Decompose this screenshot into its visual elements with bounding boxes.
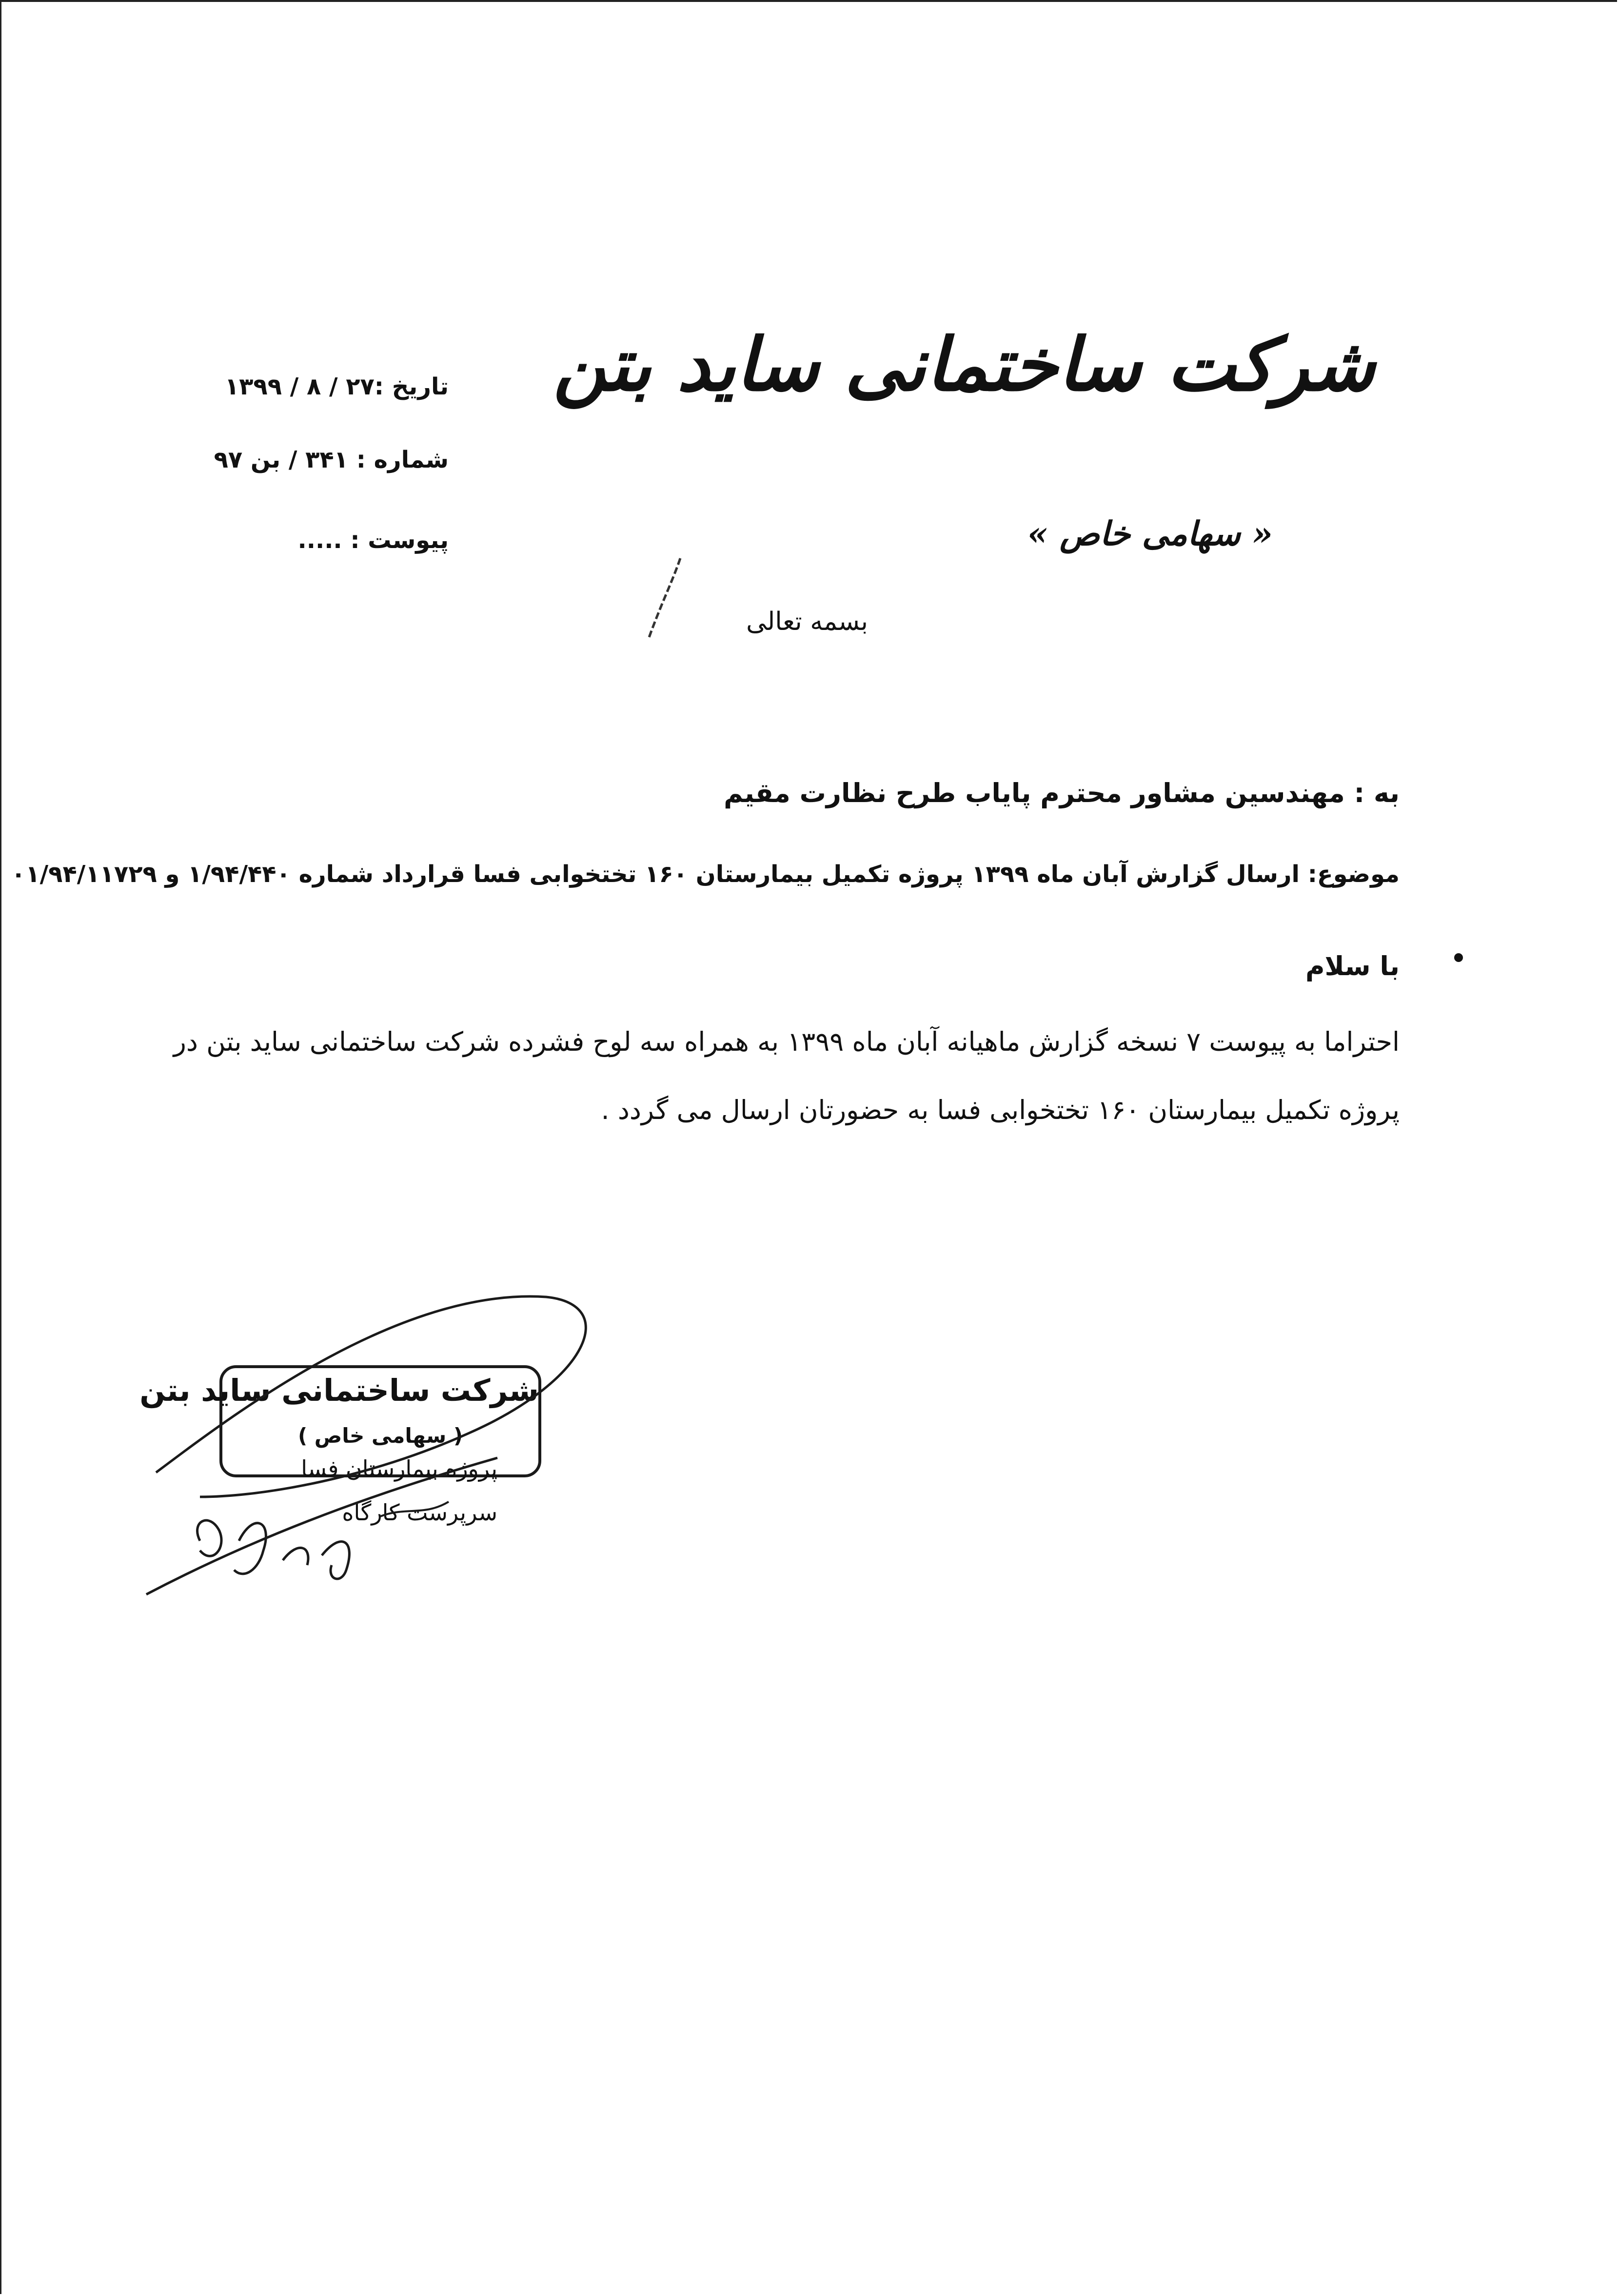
stamp-role-line: سرپرست کارگاه [342,1499,497,1526]
stamp-title: شرکت ساختمانی ساید بتن [139,1373,539,1408]
body-text-line-1: احتراما به پیوست ۷ نسخه گزارش ماهیانه آبان ماه ۱۳۹۹ به همراه سه لوح فشرده شرکت ساختمانی ساید بتن در [173,1026,1400,1057]
subject-line: موضوع: ارسال گزارش آبان ماه ۱۳۹۹ پروژه تکمیل بیمارستان ۱۶۰ تختخوابی فسا قرارداد شماره ۱/۹۴/۴۴۰ و ۰۱/۹۴/۱۱۷۲۹ [11,861,1400,888]
stamp-project-line: پروژه بیمارستان فسا [301,1455,497,1482]
handwritten-signature [127,1268,614,1619]
bullet-mark [1454,953,1463,962]
recipient-line: به : مهندسین مشاور محترم پایاب طرح نظارت مقیم [724,778,1400,808]
company-name-letterhead: شرکت ساختمانی ساید بتن [553,322,1375,408]
letter-attachment: پیوست : ..... [297,527,449,554]
invocation: بسمه تعالی [746,607,868,636]
body-text-line-2: پروژه تکمیل بیمارستان ۱۶۰ تختخوابی فسا به حضورتان ارسال می گردد . [601,1095,1400,1125]
pen-mark [634,556,692,644]
greeting: با سلام [1305,951,1400,981]
stamp-subtitle: ( سهامی خاص ) [297,1424,463,1448]
letter-number: شماره : ۳۴۱ / بن ۹۷ [214,446,449,473]
company-type-letterhead: « سهامی خاص » [1027,514,1273,553]
letter-date: تاریخ :۲۷ / ۸ / ۱۳۹۹ [224,373,449,400]
